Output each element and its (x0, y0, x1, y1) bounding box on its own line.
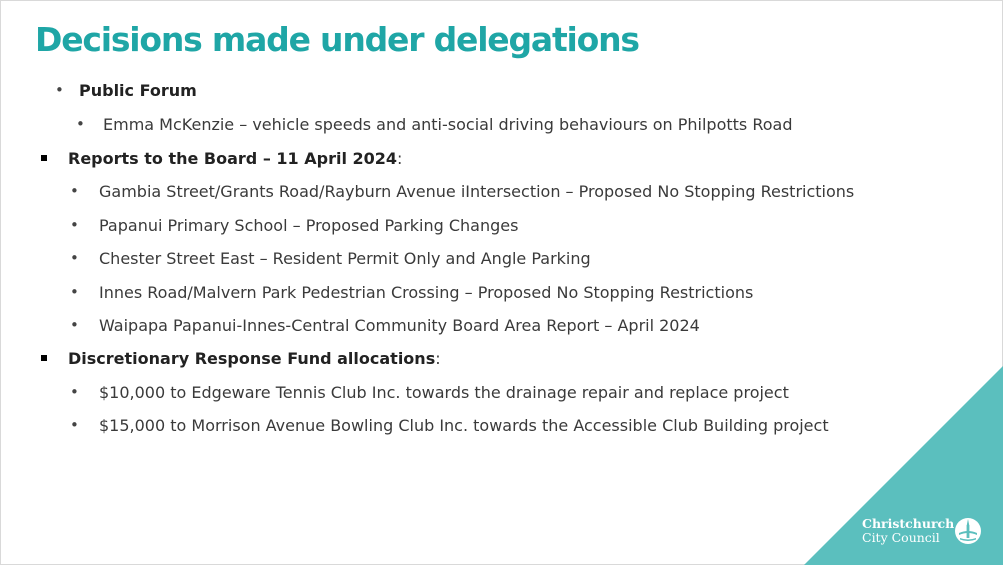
fund-item: $15,000 to Morrison Avenue Bowling Club Inc. towards the Accessible Club Building project (99, 416, 829, 435)
report-item: Papanui Primary School – Proposed Parking Changes (99, 216, 519, 235)
public-forum-heading: Public Forum (79, 81, 197, 100)
report-item: Waipapa Papanui-Innes-Central Community Board Area Report – April 2024 (99, 316, 700, 335)
reports-heading-line (68, 149, 402, 169)
fund-heading-colon: : (435, 349, 441, 368)
fund-heading: Discretionary Response Fund allocations (68, 349, 436, 368)
report-item: Chester Street East – Resident Permit Only and Angle Parking (99, 249, 591, 268)
square-bullet (41, 155, 47, 161)
fund-item: $10,000 to Edgeware Tennis Club Inc. towards the drainage repair and replace project (99, 383, 789, 402)
bullet-dot: • (70, 416, 79, 434)
reports-heading: Reports to the Board – 11 April 2024 (68, 149, 398, 168)
logo-text (862, 517, 954, 545)
council-logo (862, 517, 982, 551)
square-bullet (41, 355, 47, 361)
bullet-dot: • (70, 316, 79, 334)
public-forum-item: Emma McKenzie – vehicle speeds and anti-social driving behaviours on Philpotts Road (103, 115, 793, 134)
report-item: Gambia Street/Grants Road/Rayburn Avenue iIntersection – Proposed No Stopping Restrictions (99, 182, 855, 201)
slide-title: Decisions made under delegations (35, 20, 639, 59)
bullet-dot: • (70, 283, 79, 301)
report-item: Innes Road/Malvern Park Pedestrian Crossing – Proposed No Stopping Restrictions (99, 283, 754, 302)
cathedral-icon (954, 517, 982, 545)
bullet-dot: • (76, 115, 85, 133)
logo-line-1: Christchurch (862, 516, 955, 531)
reports-heading-colon: : (397, 149, 403, 168)
bullet-dot: • (70, 216, 79, 234)
bullet-dot: • (70, 249, 79, 267)
bullet-dot: • (70, 383, 79, 401)
logo-line-2: City Council (862, 530, 940, 545)
fund-heading-line (68, 349, 441, 369)
bullet-dot: • (70, 182, 79, 200)
bullet-dot: • (55, 81, 64, 99)
